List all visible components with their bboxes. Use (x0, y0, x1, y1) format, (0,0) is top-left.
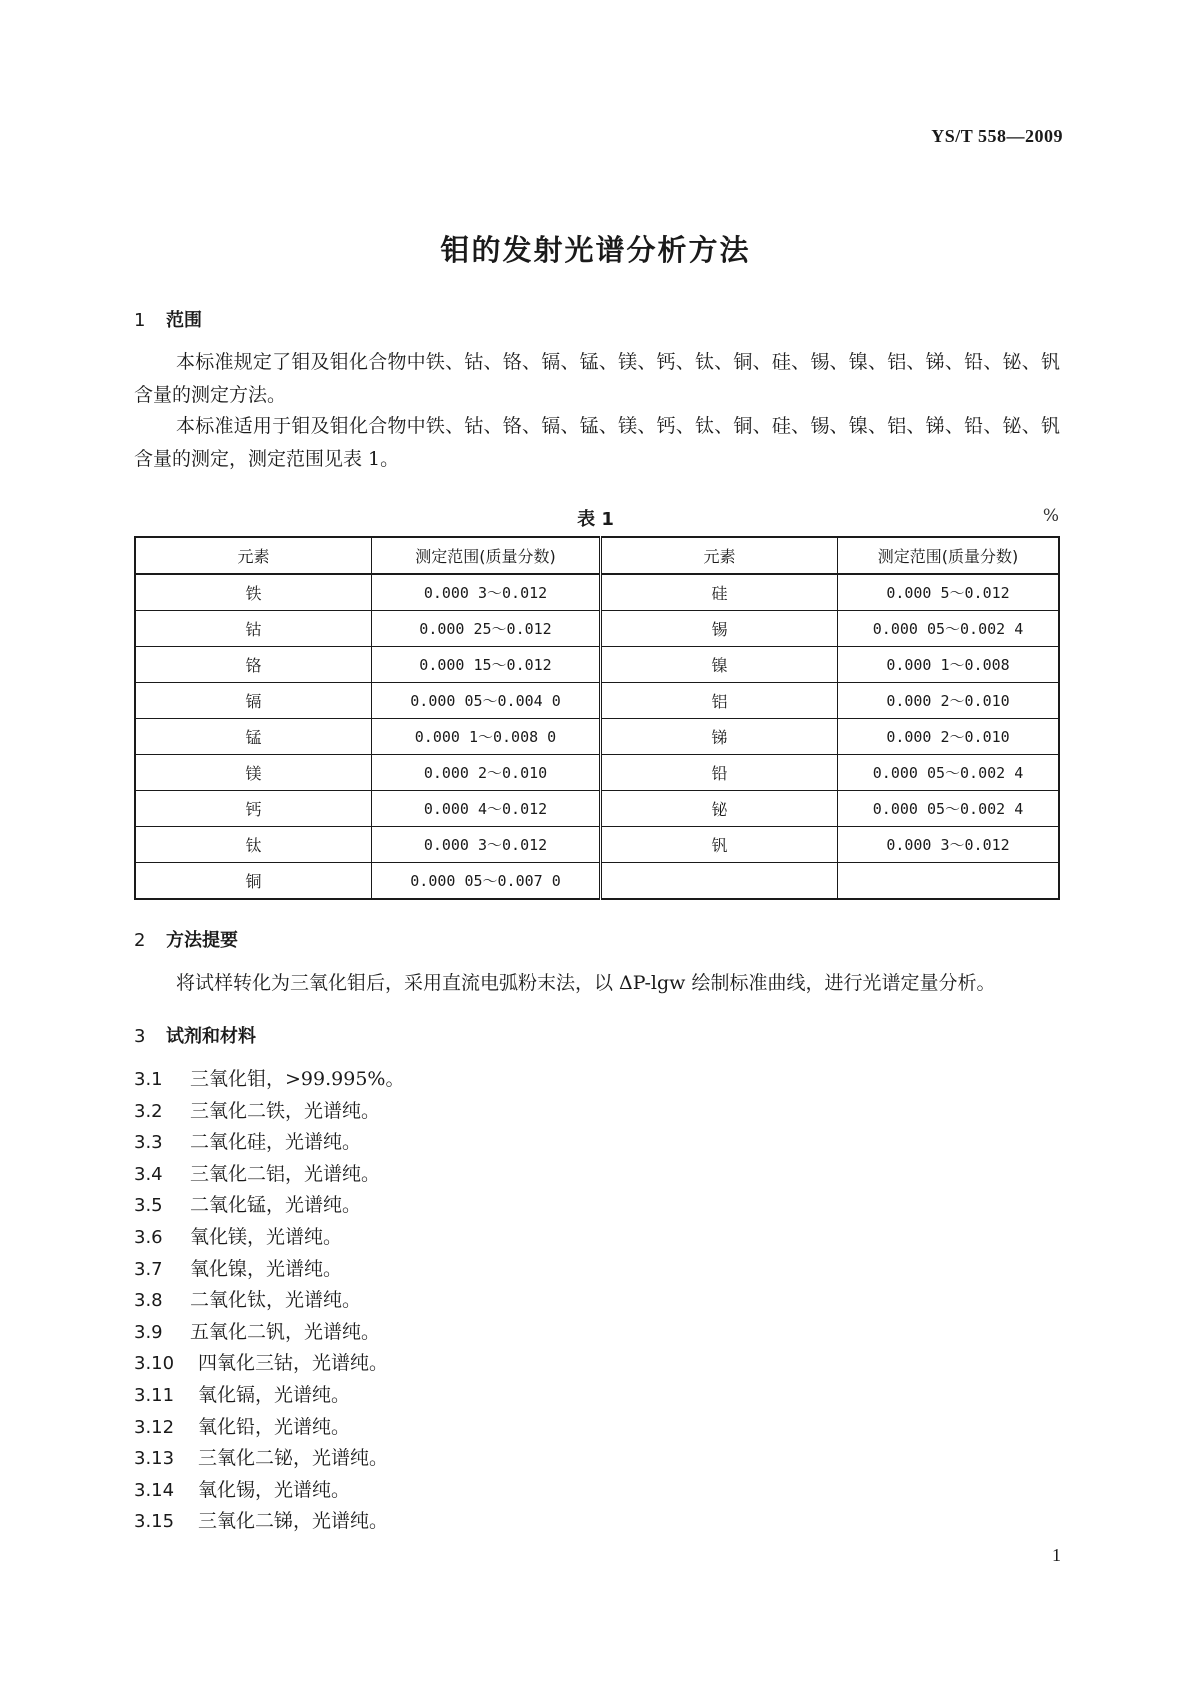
element-cell: 锑 (601, 719, 838, 755)
element-cell: 铋 (601, 791, 838, 827)
scope-paragraph-1: 本标准规定了钼及钼化合物中铁、钴、铬、镉、锰、镁、钙、钛、铜、硅、锡、镍、铝、锑、铅、铋、钒含量的测定方法。 (134, 351, 1060, 406)
item-text: 三氧化二铋，光谱纯。 (198, 1447, 389, 1470)
range-cell (838, 863, 1060, 900)
element-cell (601, 863, 838, 900)
table-caption: 表 1 (577, 509, 614, 530)
table-row (135, 827, 1059, 863)
element-cell: 钒 (601, 827, 838, 863)
list-item (134, 1190, 404, 1222)
range-cell: 0.000 05～0.007 0 (372, 863, 601, 900)
element-cell: 镍 (601, 647, 838, 683)
table-row (135, 863, 1059, 900)
element-cell: 铝 (601, 683, 838, 719)
header-element: 元素 (601, 537, 838, 574)
list-item (134, 1412, 404, 1444)
item-text: 三氧化钼，>99.995%。 (190, 1068, 405, 1090)
item-number: 3.3 (134, 1132, 163, 1154)
section-title: 方法提要 (166, 930, 238, 951)
scope-paragraph-2: 本标准适用于钼及钼化合物中铁、钴、铬、镉、锰、镁、钙、钛、铜、硅、锡、镍、铝、锑、铅、铋、钒含量的测定，测定范围见表 1。 (134, 415, 1060, 470)
section-heading-scope (134, 306, 202, 332)
list-item (134, 1064, 404, 1096)
table-unit: % (1042, 506, 1059, 526)
element-cell: 镁 (135, 755, 372, 791)
section-number: 1 (134, 310, 146, 331)
range-table (134, 536, 1060, 900)
range-cell: 0.000 05～0.002 4 (838, 791, 1060, 827)
list-item (134, 1348, 404, 1380)
item-number: 3.7 (134, 1258, 163, 1280)
section-heading-reagents (134, 1022, 256, 1048)
method-summary: 将试样转化为三氧化钼后，采用直流电弧粉末法，以 ΔP-lgw 绘制标准曲线，进行光谱定量分析。 (176, 972, 996, 994)
element-cell: 硅 (601, 574, 838, 611)
item-text: 二氧化钛，光谱纯。 (190, 1289, 362, 1312)
header-range: 测定范围(质量分数) (372, 537, 601, 574)
table-row (135, 647, 1059, 683)
range-cell: 0.000 2～0.010 (838, 719, 1060, 755)
range-cell: 0.000 3～0.012 (372, 574, 601, 611)
element-cell: 钴 (135, 611, 372, 647)
table-row (135, 791, 1059, 827)
element-cell: 铅 (601, 755, 838, 791)
table-row (135, 611, 1059, 647)
item-text: 氧化镉，光谱纯。 (198, 1383, 351, 1406)
element-cell: 钙 (135, 791, 372, 827)
item-number: 3.9 (134, 1321, 163, 1343)
range-cell: 0.000 5～0.012 (838, 574, 1060, 611)
item-text: 三氧化二锑，光谱纯。 (198, 1510, 389, 1533)
item-text: 三氧化二铝，光谱纯。 (190, 1162, 381, 1185)
table-row (135, 574, 1059, 611)
list-item (134, 1475, 404, 1507)
item-number: 3.10 (134, 1353, 175, 1375)
header-element: 元素 (135, 537, 372, 574)
page-number: 1 (1052, 1545, 1061, 1565)
element-cell: 铬 (135, 647, 372, 683)
range-cell: 0.000 2～0.010 (372, 755, 601, 791)
range-cell: 0.000 1～0.008 0 (372, 719, 601, 755)
standard-code: YS/T 558—2009 (931, 126, 1063, 146)
item-text: 四氧化三钴，光谱纯。 (198, 1352, 389, 1375)
reagent-list (134, 1064, 404, 1538)
range-cell: 0.000 2～0.010 (838, 683, 1060, 719)
item-number: 3.14 (134, 1479, 175, 1501)
list-item (134, 1443, 404, 1475)
list-item (134, 1380, 404, 1412)
item-number: 3.15 (134, 1511, 175, 1533)
section-title: 试剂和材料 (166, 1026, 256, 1047)
list-item (134, 1222, 404, 1254)
document-title: 钼的发射光谱分析方法 (440, 233, 751, 267)
range-cell: 0.000 05～0.004 0 (372, 683, 601, 719)
list-item (134, 1096, 404, 1128)
item-number: 3.8 (134, 1290, 163, 1312)
element-cell: 铁 (135, 574, 372, 611)
list-item (134, 1254, 404, 1286)
item-number: 3.4 (134, 1163, 163, 1185)
item-text: 三氧化二铁，光谱纯。 (190, 1099, 381, 1122)
range-cell: 0.000 3～0.012 (838, 827, 1060, 863)
item-number: 3.2 (134, 1100, 163, 1122)
section-heading-method (134, 926, 238, 952)
item-number: 3.11 (134, 1384, 175, 1406)
item-text: 二氧化锰，光谱纯。 (190, 1194, 362, 1217)
item-number: 3.13 (134, 1448, 175, 1470)
element-cell: 锰 (135, 719, 372, 755)
range-cell: 0.000 05～0.002 4 (838, 611, 1060, 647)
range-cell: 0.000 05～0.002 4 (838, 755, 1060, 791)
item-text: 五氧化二钒，光谱纯。 (190, 1320, 381, 1343)
table-row (135, 719, 1059, 755)
item-number: 3.6 (134, 1226, 163, 1248)
element-cell: 铜 (135, 863, 372, 900)
range-cell: 0.000 1～0.008 (838, 647, 1060, 683)
list-item (134, 1159, 404, 1191)
list-item (134, 1127, 404, 1159)
item-text: 氧化铅，光谱纯。 (198, 1415, 351, 1438)
item-text: 氧化镍，光谱纯。 (190, 1257, 343, 1280)
item-text: 二氧化硅，光谱纯。 (190, 1131, 362, 1154)
range-cell: 0.000 4～0.012 (372, 791, 601, 827)
range-cell: 0.000 3～0.012 (372, 827, 601, 863)
list-item (134, 1285, 404, 1317)
element-cell: 镉 (135, 683, 372, 719)
range-cell: 0.000 15～0.012 (372, 647, 601, 683)
table-row (135, 683, 1059, 719)
header-range: 测定范围(质量分数) (838, 537, 1060, 574)
range-cell: 0.000 25～0.012 (372, 611, 601, 647)
item-text: 氧化镁，光谱纯。 (190, 1225, 343, 1248)
item-text: 氧化锡，光谱纯。 (198, 1478, 351, 1501)
item-number: 3.5 (134, 1195, 163, 1217)
element-cell: 钛 (135, 827, 372, 863)
table-header-row (135, 537, 1059, 574)
section-number: 2 (134, 930, 146, 951)
item-number: 3.1 (134, 1069, 163, 1090)
list-item (134, 1506, 404, 1538)
element-cell: 锡 (601, 611, 838, 647)
section-title: 范围 (166, 310, 202, 331)
item-number: 3.12 (134, 1416, 175, 1438)
list-item (134, 1317, 404, 1349)
table-row (135, 755, 1059, 791)
section-number: 3 (134, 1026, 146, 1047)
